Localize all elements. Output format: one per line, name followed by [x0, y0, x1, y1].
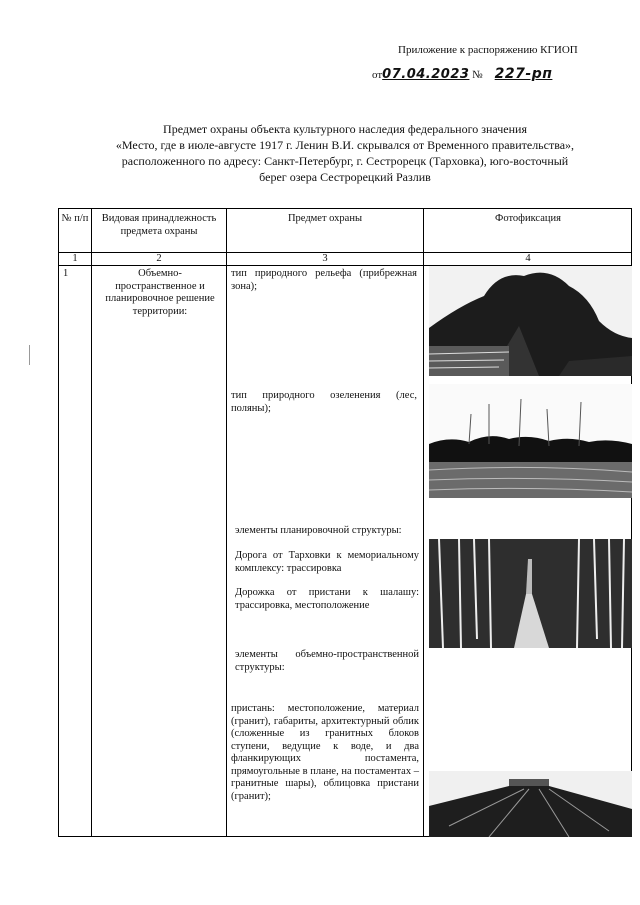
col-number-2: 2	[156, 253, 162, 264]
subject-volumetric: элементы объемно-пространственной структуры:	[235, 649, 419, 673]
granite-pier-photo	[429, 771, 632, 837]
header-subject: Предмет охраны	[287, 213, 363, 224]
order-number: 227-рп	[494, 66, 553, 82]
col-number-1: 1	[72, 253, 78, 264]
title-line-4: берег озера Сестрорецкий Разлив	[259, 170, 431, 184]
number-sign: №	[472, 69, 483, 81]
title-line-1: Предмет охраны объекта культурного наследия федерального значения	[163, 122, 527, 136]
subject-path: Дорожка от пристани к шалашу: трассировка, местоположение	[235, 587, 419, 611]
header-no: № п/п	[61, 213, 89, 224]
title-line-3: расположенного по адресу: Санкт-Петербург, г. Сестрорецк (Тарховка), юго-восточный	[121, 154, 569, 168]
subject-planning: элементы планировочной структуры:	[235, 525, 402, 536]
document-title	[90, 121, 600, 185]
header-photo: Фотофиксация	[495, 213, 561, 224]
row-number: 1	[63, 268, 69, 279]
protection-table	[58, 208, 632, 837]
title-line-2: «Место, где в июле-августе 1917 г. Ленин В.И. скрывался от Временного правительства»,	[115, 138, 575, 152]
col-divider-1	[91, 209, 92, 836]
subject-greenery: тип природного озеленения (лес, поляны);	[231, 390, 417, 414]
date-prefix: от	[372, 69, 383, 81]
shoreline-trees-photo	[429, 266, 632, 376]
subject-road: Дорога от Тарховки к мемориальному комплексу: трассировка	[235, 550, 419, 574]
col-number-4: 4	[525, 253, 531, 264]
forest-meadow-photo	[429, 384, 632, 498]
order-line	[372, 66, 552, 82]
order-date: 07.04.2023	[382, 67, 470, 82]
row-type: Объемно-пространственное и планировочное решение территории:	[105, 268, 215, 317]
col-divider-2	[226, 209, 227, 836]
header-type: Видовая принадлежность предмета охраны	[101, 213, 217, 237]
forest-road-photo	[429, 539, 632, 648]
subject-pier: пристань: местоположение, материал (гранит), габариты, архитектурный облик (сложенные из гранитных блоков ступени, ведущие к воде, и два фланкирующих постамента, прямоугольные в плане, на постаментах – гранитные шары), облицовка пристани (гранит);	[231, 703, 419, 802]
margin-mark	[29, 345, 30, 365]
col-number-3: 3	[322, 253, 328, 264]
appendix-label: Приложение к распоряжению КГИОП	[398, 44, 578, 56]
col-divider-3	[423, 209, 424, 836]
subject-relief: тип природного рельефа (прибрежная зона);	[231, 268, 417, 292]
